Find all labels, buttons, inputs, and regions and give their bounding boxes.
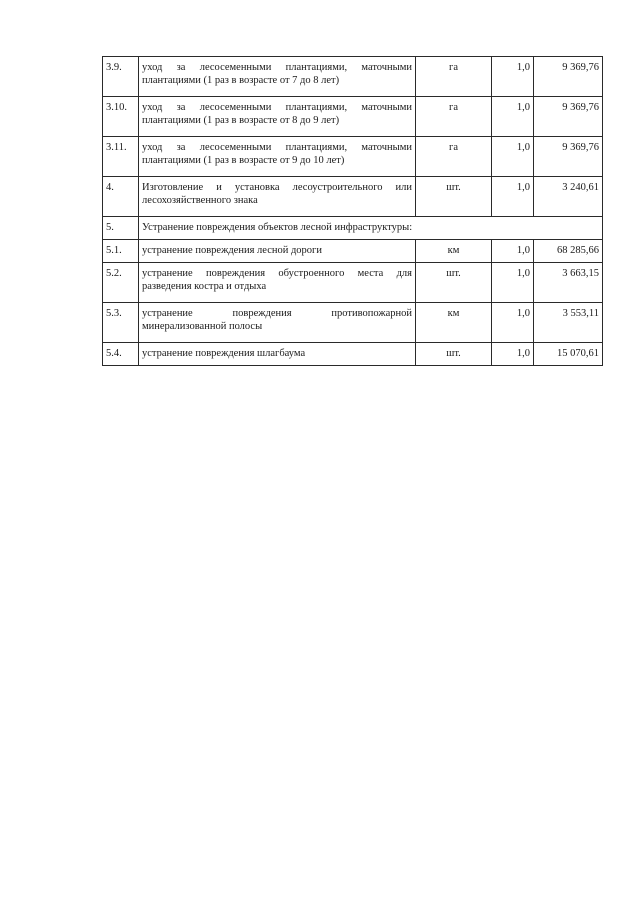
item-price: 3 663,15 bbox=[534, 263, 603, 303]
item-price: 68 285,66 bbox=[534, 240, 603, 263]
item-number: 5.1. bbox=[103, 240, 139, 263]
item-number: 5.4. bbox=[103, 343, 139, 366]
table-row bbox=[103, 137, 603, 177]
item-price: 3 553,11 bbox=[534, 303, 603, 343]
item-description: устранение повреждения шлагбаума bbox=[139, 343, 416, 366]
item-number: 3.10. bbox=[103, 97, 139, 137]
item-quantity: 1,0 bbox=[492, 303, 534, 343]
item-price: 9 369,76 bbox=[534, 57, 603, 97]
item-quantity: 1,0 bbox=[492, 177, 534, 217]
item-price: 9 369,76 bbox=[534, 137, 603, 177]
table-row bbox=[103, 263, 603, 303]
item-description: устранение повреждения противопожарной минерализованной полосы bbox=[139, 303, 416, 343]
item-price: 3 240,61 bbox=[534, 177, 603, 217]
item-unit: шт. bbox=[416, 263, 492, 303]
item-description: устранение повреждения обустроенного места для разведения костра и отдыха bbox=[139, 263, 416, 303]
item-unit: шт. bbox=[416, 177, 492, 217]
item-unit: га bbox=[416, 137, 492, 177]
item-price: 15 070,61 bbox=[534, 343, 603, 366]
table-row bbox=[103, 303, 603, 343]
item-unit: га bbox=[416, 57, 492, 97]
item-price: 9 369,76 bbox=[534, 97, 603, 137]
item-number: 5.3. bbox=[103, 303, 139, 343]
table-row bbox=[103, 240, 603, 263]
item-number: 3.9. bbox=[103, 57, 139, 97]
rates-table bbox=[102, 56, 603, 366]
table-row bbox=[103, 57, 603, 97]
item-quantity: 1,0 bbox=[492, 240, 534, 263]
item-description: устранение повреждения лесной дороги bbox=[139, 240, 416, 263]
item-quantity: 1,0 bbox=[492, 97, 534, 137]
table-row bbox=[103, 343, 603, 366]
item-quantity: 1,0 bbox=[492, 343, 534, 366]
item-description: уход за лесосеменными плантациями, маточными плантациями (1 раз в возрасте от 7 до 8 лет) bbox=[139, 57, 416, 97]
section-header-row bbox=[103, 217, 603, 240]
item-unit: шт. bbox=[416, 343, 492, 366]
item-quantity: 1,0 bbox=[492, 263, 534, 303]
item-description: Изготовление и установка лесоустроительного или лесохозяйственного знака bbox=[139, 177, 416, 217]
item-unit: км bbox=[416, 303, 492, 343]
item-quantity: 1,0 bbox=[492, 57, 534, 97]
section-number: 5. bbox=[103, 217, 139, 240]
item-description: уход за лесосеменными плантациями, маточными плантациями (1 раз в возрасте от 9 до 10 лет) bbox=[139, 137, 416, 177]
item-description: уход за лесосеменными плантациями, маточными плантациями (1 раз в возрасте от 8 до 9 лет) bbox=[139, 97, 416, 137]
item-number: 3.11. bbox=[103, 137, 139, 177]
item-number: 4. bbox=[103, 177, 139, 217]
item-quantity: 1,0 bbox=[492, 137, 534, 177]
table-row bbox=[103, 97, 603, 137]
section-title: Устранение повреждения объектов лесной инфраструктуры: bbox=[139, 217, 603, 240]
item-unit: км bbox=[416, 240, 492, 263]
item-number: 5.2. bbox=[103, 263, 139, 303]
item-unit: га bbox=[416, 97, 492, 137]
table-row bbox=[103, 177, 603, 217]
